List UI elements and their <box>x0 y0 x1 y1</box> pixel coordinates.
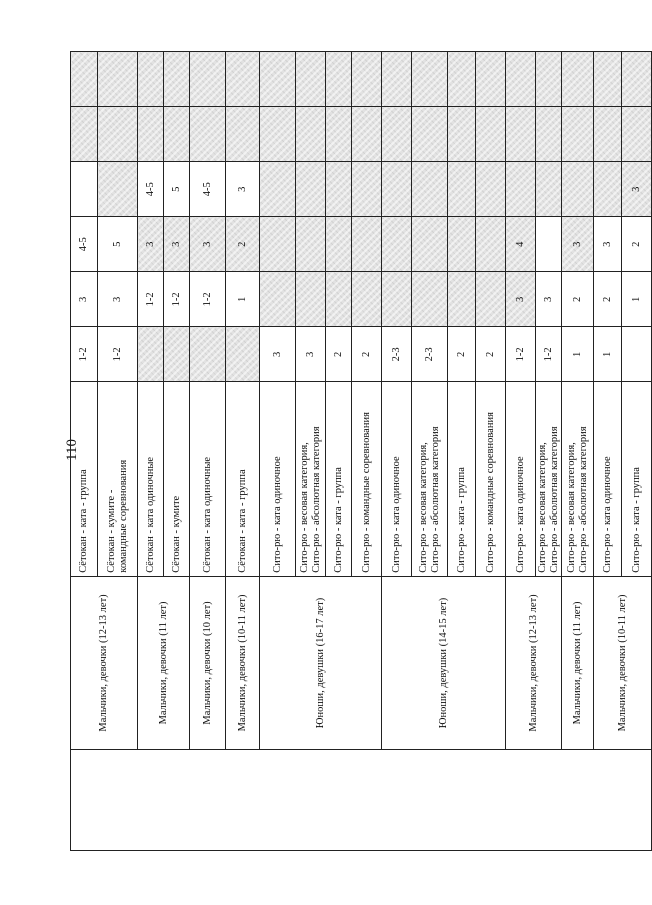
event-line: Сито-рю - весовая категория, <box>299 442 310 573</box>
place-cell <box>506 52 536 107</box>
place-cell <box>98 162 138 217</box>
place-cell <box>98 107 138 162</box>
place-cell <box>326 272 352 327</box>
age-group-cell: Мальчики, девочки (12-13 лет) <box>506 576 562 750</box>
place-cell: 3 <box>594 217 622 272</box>
place-cell <box>506 107 536 162</box>
age-group-cell: Юноши, девушки (16-17 лет) <box>260 576 382 750</box>
place-cell: 1 <box>622 272 652 327</box>
place-cell <box>296 52 326 107</box>
place-cell <box>448 107 476 162</box>
place-cell: 2 <box>562 272 594 327</box>
event-line: Сётокан - кумите - <box>106 489 117 573</box>
event-cell <box>190 382 226 576</box>
table-row <box>562 52 594 851</box>
event-cell <box>536 382 562 576</box>
event-line: Сито-рю - абсолютная категория <box>429 426 441 573</box>
place-cell <box>226 52 260 107</box>
place-cell <box>190 52 226 107</box>
event-line: Сито-рю - ката одиночное <box>271 456 283 573</box>
place-cell <box>260 52 296 107</box>
table-row <box>382 52 412 851</box>
age-group-cell: Мальчики, девочки (12-13 лет) <box>71 576 138 750</box>
event-cell <box>622 382 652 576</box>
place-cell: 1-2 <box>506 327 536 382</box>
table-row <box>71 52 98 851</box>
place-cell: 2 <box>226 217 260 272</box>
event-line: Сито-рю - абсолютная категория <box>310 426 322 573</box>
place-cell <box>296 162 326 217</box>
place-cell <box>296 217 326 272</box>
place-cell: 4-5 <box>138 162 164 217</box>
place-cell <box>352 272 382 327</box>
event-cell <box>412 382 448 576</box>
event-line: Сито-рю - ката одиночное <box>601 456 613 573</box>
event-cell <box>352 382 382 576</box>
place-cell: 1 <box>226 272 260 327</box>
place-cell <box>164 52 190 107</box>
place-cell: 3 <box>622 162 652 217</box>
event-cell <box>506 382 536 576</box>
place-cell: 2 <box>476 327 506 382</box>
place-cell: 3 <box>71 272 98 327</box>
place-cell <box>448 52 476 107</box>
event-line: Сито-рю - весовая категория, <box>418 442 429 573</box>
place-cell: 1-2 <box>164 272 190 327</box>
place-cell <box>448 272 476 327</box>
place-cell: 2 <box>448 327 476 382</box>
place-cell <box>622 52 652 107</box>
place-cell <box>352 107 382 162</box>
place-cell <box>326 107 352 162</box>
event-line: Сётокан - кумите <box>170 495 182 573</box>
place-cell <box>506 162 536 217</box>
event-line: Сётокан - ката одиночные <box>201 456 213 573</box>
place-cell: 2 <box>622 217 652 272</box>
place-cell <box>382 272 412 327</box>
event-line: Сито-рю - ката - группа <box>332 467 344 573</box>
place-cell: 1-2 <box>98 327 138 382</box>
place-cell <box>296 107 326 162</box>
table-row <box>260 52 296 851</box>
place-cell <box>562 162 594 217</box>
place-cell <box>326 52 352 107</box>
place-cell <box>138 327 164 382</box>
place-cell: 3 <box>138 217 164 272</box>
event-cell <box>71 382 98 576</box>
place-cell: 2 <box>326 327 352 382</box>
place-cell: 1-2 <box>138 272 164 327</box>
place-cell: 2 <box>352 327 382 382</box>
event-line: Сито-рю - весовая категория, <box>566 442 577 573</box>
place-cell <box>296 272 326 327</box>
event-cell <box>476 382 506 576</box>
place-cell <box>412 272 448 327</box>
event-line: Сито-рю - абсолютная категория <box>548 426 560 573</box>
event-line: командные соревнования <box>117 459 129 573</box>
event-line: Сётокан - ката - группа <box>78 469 90 573</box>
place-cell: 2 <box>594 272 622 327</box>
place-cell: 1-2 <box>71 327 98 382</box>
place-cell <box>412 162 448 217</box>
event-line: Сито-рю - ката - группа <box>455 467 467 573</box>
event-cell <box>326 382 352 576</box>
place-cell <box>412 217 448 272</box>
place-cell <box>476 272 506 327</box>
place-cell: 3 <box>190 217 226 272</box>
place-cell: 2-3 <box>382 327 412 382</box>
place-cell <box>594 107 622 162</box>
place-cell <box>476 162 506 217</box>
place-cell <box>622 327 652 382</box>
event-line: Сётокан - ката - группа <box>236 469 248 573</box>
place-cell: 5 <box>164 162 190 217</box>
place-cell <box>98 52 138 107</box>
place-cell: 4-5 <box>190 162 226 217</box>
place-cell: 3 <box>164 217 190 272</box>
place-cell <box>190 327 226 382</box>
place-cell <box>71 107 98 162</box>
place-cell <box>352 217 382 272</box>
place-cell <box>164 107 190 162</box>
event-line: Сито-рю - командные соревнования <box>484 412 496 573</box>
event-cell <box>164 382 190 576</box>
place-cell: 3 <box>536 272 562 327</box>
place-cell <box>412 107 448 162</box>
place-cell <box>562 107 594 162</box>
event-line: Сито-рю - ката одиночное <box>390 456 402 573</box>
place-cell <box>536 52 562 107</box>
place-cell <box>594 162 622 217</box>
place-cell <box>260 107 296 162</box>
place-cell <box>326 217 352 272</box>
place-cell: 1-2 <box>536 327 562 382</box>
age-group-cell: Юноши, девушки (14-15 лет) <box>382 576 506 750</box>
place-cell <box>536 107 562 162</box>
place-cell: 2-3 <box>412 327 448 382</box>
place-cell <box>138 52 164 107</box>
place-cell: 3 <box>98 272 138 327</box>
place-cell: 3 <box>562 217 594 272</box>
table-row <box>190 52 226 851</box>
place-cell <box>594 52 622 107</box>
event-line: Сито-рю - ката одиночное <box>514 456 526 573</box>
place-cell <box>476 217 506 272</box>
event-line: Сито-рю - ката - группа <box>630 467 642 573</box>
place-cell: 4 <box>506 217 536 272</box>
blank-column <box>71 750 652 851</box>
table-row <box>138 52 164 851</box>
place-cell <box>622 107 652 162</box>
place-cell <box>476 107 506 162</box>
place-cell <box>382 52 412 107</box>
event-cell <box>260 382 296 576</box>
table-row <box>594 52 622 851</box>
place-cell <box>71 162 98 217</box>
rotated-table-wrapper <box>70 51 642 851</box>
results-table <box>70 51 652 851</box>
place-cell: 1 <box>562 327 594 382</box>
place-cell <box>326 162 352 217</box>
place-cell <box>448 217 476 272</box>
place-cell <box>164 327 190 382</box>
place-cell <box>352 162 382 217</box>
place-cell: 3 <box>226 162 260 217</box>
place-cell: 3 <box>506 272 536 327</box>
event-cell <box>562 382 594 576</box>
place-cell: 3 <box>296 327 326 382</box>
event-cell <box>448 382 476 576</box>
event-line: Сито-рю - весовая категория, <box>537 442 548 573</box>
age-group-cell: Мальчики, девочки (11 лет) <box>138 576 190 750</box>
age-group-cell: Мальчики, девочки (11 лет) <box>562 576 594 750</box>
place-cell: 5 <box>98 217 138 272</box>
place-cell <box>448 162 476 217</box>
place-cell <box>71 52 98 107</box>
place-cell <box>476 52 506 107</box>
event-cell <box>382 382 412 576</box>
place-cell <box>382 162 412 217</box>
place-cell <box>226 107 260 162</box>
place-cell: 1-2 <box>190 272 226 327</box>
place-cell: 3 <box>260 327 296 382</box>
place-cell <box>562 52 594 107</box>
place-cell <box>536 217 562 272</box>
place-cell: 4-5 <box>71 217 98 272</box>
place-cell <box>352 52 382 107</box>
place-cell <box>138 107 164 162</box>
event-cell <box>98 382 138 576</box>
place-cell <box>536 162 562 217</box>
table-row <box>506 52 536 851</box>
place-cell: 1 <box>594 327 622 382</box>
event-line: Сётокан - ката одиночные <box>144 456 156 573</box>
place-cell <box>260 272 296 327</box>
event-line: Сито-рю - командные соревнования <box>360 412 372 573</box>
event-cell <box>138 382 164 576</box>
age-group-cell: Мальчики, девочки (10-11 лет) <box>226 576 260 750</box>
place-cell <box>382 217 412 272</box>
place-cell <box>260 217 296 272</box>
place-cell <box>260 162 296 217</box>
event-cell <box>594 382 622 576</box>
event-line: Сито-рю - абсолютная категория <box>577 426 589 573</box>
place-cell <box>412 52 448 107</box>
place-cell <box>226 327 260 382</box>
age-group-cell: Мальчики, девочки (10 лет) <box>190 576 226 750</box>
place-cell <box>190 107 226 162</box>
results-table-body <box>71 52 652 851</box>
page-number: 110 <box>64 439 80 461</box>
age-group-cell: Мальчики, девочки (10-11 лет) <box>594 576 652 750</box>
event-cell <box>296 382 326 576</box>
table-row <box>226 52 260 851</box>
place-cell <box>382 107 412 162</box>
event-cell <box>226 382 260 576</box>
